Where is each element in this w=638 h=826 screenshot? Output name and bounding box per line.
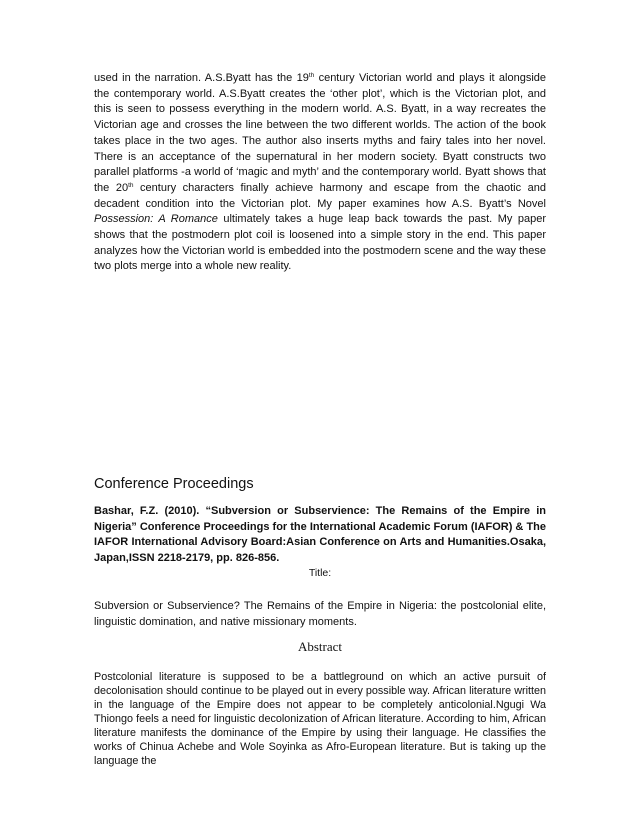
novel-title: Possession: A Romance bbox=[94, 213, 218, 226]
abstract-paragraph bbox=[94, 71, 546, 275]
section-heading: Conference Proceedings bbox=[94, 476, 254, 492]
abstract-label: Abstract bbox=[297, 639, 343, 654]
paper-title: Subversion or Subservience? The Remains of the Empire in Nigeria: the postcolonial elite, linguistic domination, and native missionary moments. bbox=[94, 600, 546, 628]
abstract-text-1: used in the narration. A.S.Byatt has the 19 bbox=[94, 72, 309, 84]
abstract-text-3: century characters finally achieve harmony and escape from the chaotic and decadent condition into the Victorian plot. My paper examines how A.S. Byatt’s Novel bbox=[94, 181, 546, 210]
abstract-body: Postcolonial literature is supposed to be a battleground on which an active pursuit of decolonisation should continue to be played out in every possible way. African literature written in the language of the Empire does not appear to be completely anticolonial.Ngugi Wa Thiongo feels a need for linguistic decolonization of African literature. According to him, African literature manifests the dominance of the Empire by using their language. He classifies the works of Chinua Achebe and Wole Soyinka as Afro-European literature. But is taking up the language the bbox=[94, 671, 546, 767]
title-label: Title: bbox=[308, 567, 332, 579]
citation: Bashar, F.Z. (2010). “Subversion or Subservience: The Remains of the Empire in Nigeria” Conference Proceedings for the International Academic Forum (IAFOR) & The IAFOR International Advisory Board:Asian Conference on Arts and Humanities.Osaka, Japan,ISSN 2218-2179, pp. 826-856. bbox=[94, 505, 546, 565]
abstract-text-4: ultimately takes a huge leap back towards the past. My paper shows that the postmodern plot coil is loosened into a simple story in the end. This paper analyzes how the Victorian world is embedded into the postmodern scene and the way these two plots merge into a whole new reality. bbox=[94, 213, 546, 273]
superscript-th-1: th bbox=[308, 72, 315, 79]
superscript-th-2: th bbox=[128, 181, 134, 189]
abstract-text-2: century Victorian world and plays it alongside the contemporary world. A.S.Byatt creates the ‘other plot’, which is the Victorian plot, and this is seen to possess everything in the modern world. A.S. Byatt, in a way recreates the Victorian age and crosses the line between the two different worlds. The action of the book takes place in the two ages. The author also inserts myths and fairy tales into her novel. There is an acceptance of the supernatural in her modern society. Byatt constructs two parallel platforms -a world of ‘magic and myth’ and the contemporary world. Byatt shows that the 20 bbox=[94, 72, 546, 194]
